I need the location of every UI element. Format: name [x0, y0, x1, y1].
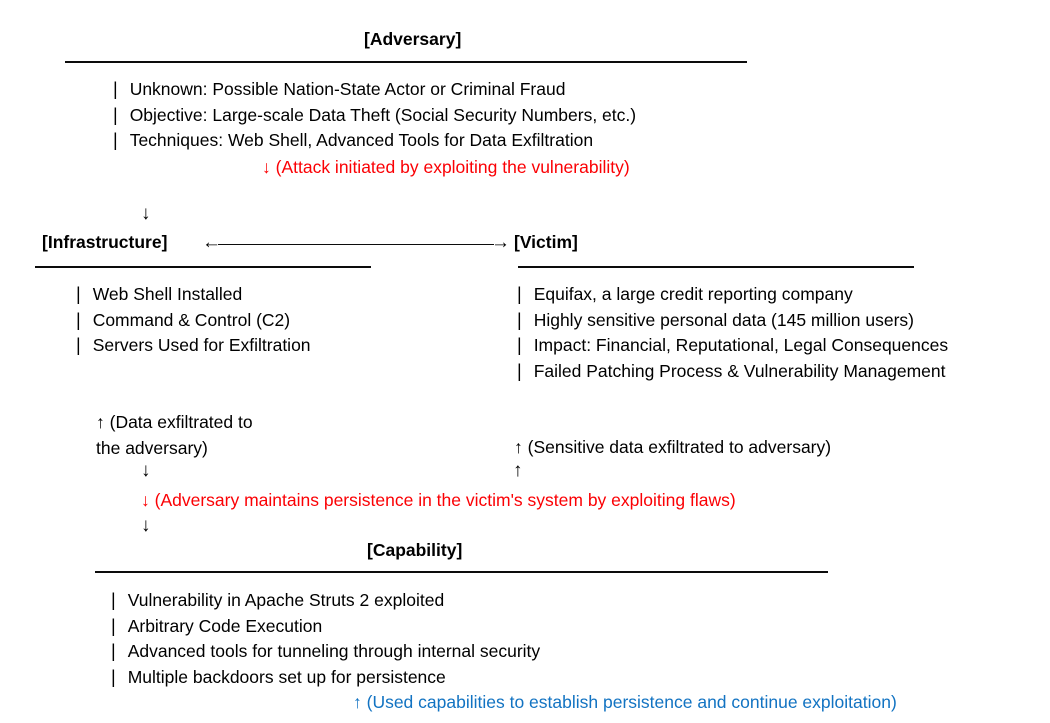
victim-item-list — [517, 282, 948, 384]
list-item — [517, 359, 948, 385]
list-item — [517, 333, 948, 359]
list-item-text: Unknown: Possible Nation-State Actor or Criminal Fraud — [129, 79, 566, 99]
bullet-pipe: | — [517, 284, 522, 304]
infrastructure-section-title: [Infrastructure] — [42, 232, 168, 252]
arrow-right-icon: → — [491, 232, 510, 253]
list-item — [76, 282, 311, 308]
bullet-pipe: | — [111, 666, 116, 687]
list-item — [113, 77, 636, 103]
infrastructure-victim-arrow — [202, 231, 510, 255]
data-exfiltrated-line1: ↑ (Data exfiltrated to — [96, 412, 253, 432]
attack-initiated-annotation: ↓ (Attack initiated by exploiting the vulnerability) — [262, 157, 630, 177]
capability-usage-annotation: ↑ (Used capabilities to establish persistence and continue exploitation) — [353, 692, 897, 712]
data-exfiltrated-annotation — [96, 409, 316, 461]
list-item-text: Advanced tools for tunneling through internal security — [127, 641, 541, 661]
list-item — [113, 128, 636, 154]
arrow-shaft — [218, 244, 494, 245]
list-item — [111, 639, 540, 665]
list-item — [111, 588, 540, 614]
bullet-pipe: | — [111, 615, 116, 636]
persistence-annotation: ↓ (Adversary maintains persistence in the victim's system by exploiting flaws) — [141, 490, 736, 510]
arrow-down-icon: ↓ — [141, 515, 151, 536]
capability-section-title: [Capability] — [367, 540, 463, 560]
list-item-text: Equifax, a large credit reporting company — [533, 284, 853, 304]
list-item-text: Servers Used for Exfiltration — [92, 335, 311, 355]
list-item — [517, 308, 948, 334]
adversary-divider-line — [65, 61, 747, 63]
list-item-text: Arbitrary Code Execution — [127, 615, 323, 636]
bullet-pipe: | — [76, 335, 81, 355]
bullet-pipe: | — [76, 284, 81, 304]
bullet-pipe: | — [76, 309, 81, 330]
bullet-pipe: | — [113, 104, 118, 125]
data-exfiltrated-line2: the adversary) — [96, 438, 208, 458]
list-item — [517, 282, 948, 308]
bullet-pipe: | — [111, 590, 116, 610]
list-item-text: Failed Patching Process & Vulnerability Management — [533, 360, 946, 381]
list-item-text: Techniques: Web Shell, Advanced Tools for Data Exfiltration — [129, 130, 594, 150]
capability-divider-line — [95, 571, 828, 573]
arrow-left-icon: ← — [202, 232, 221, 253]
sensitive-data-annotation: ↑ (Sensitive data exfiltrated to adversary) — [514, 437, 832, 457]
bullet-pipe: | — [517, 335, 522, 355]
adversary-section-title: [Adversary] — [364, 29, 462, 49]
arrow-down-icon: ↓ — [141, 460, 151, 481]
infrastructure-divider-line — [35, 266, 371, 268]
bullet-pipe: | — [113, 130, 118, 150]
list-item-text: Objective: Large-scale Data Theft (Social Security Numbers, etc.) — [129, 104, 637, 125]
bullet-pipe: | — [111, 641, 116, 661]
list-item — [113, 103, 636, 129]
list-item-text: Web Shell Installed — [92, 284, 243, 304]
list-item — [76, 333, 311, 359]
bullet-pipe: | — [517, 309, 522, 330]
bullet-pipe: | — [517, 360, 522, 381]
list-item-text: Vulnerability in Apache Struts 2 exploited — [127, 590, 445, 610]
list-item — [111, 614, 540, 640]
list-item — [111, 665, 540, 691]
infrastructure-item-list — [76, 282, 311, 359]
victim-divider-line — [518, 266, 914, 268]
arrow-down-icon: ↓ — [141, 203, 151, 224]
capability-item-list — [111, 588, 540, 690]
adversary-item-list — [113, 77, 636, 154]
arrow-up-icon: ↑ — [513, 460, 523, 481]
list-item-text: Command & Control (C2) — [92, 309, 291, 330]
victim-section-title: [Victim] — [514, 232, 578, 252]
bullet-pipe: | — [113, 79, 118, 99]
list-item-text: Impact: Financial, Reputational, Legal Consequences — [533, 335, 949, 355]
list-item — [76, 308, 311, 334]
list-item-text: Multiple backdoors set up for persistence — [127, 666, 446, 687]
list-item-text: Highly sensitive personal data (145 million users) — [533, 309, 915, 330]
